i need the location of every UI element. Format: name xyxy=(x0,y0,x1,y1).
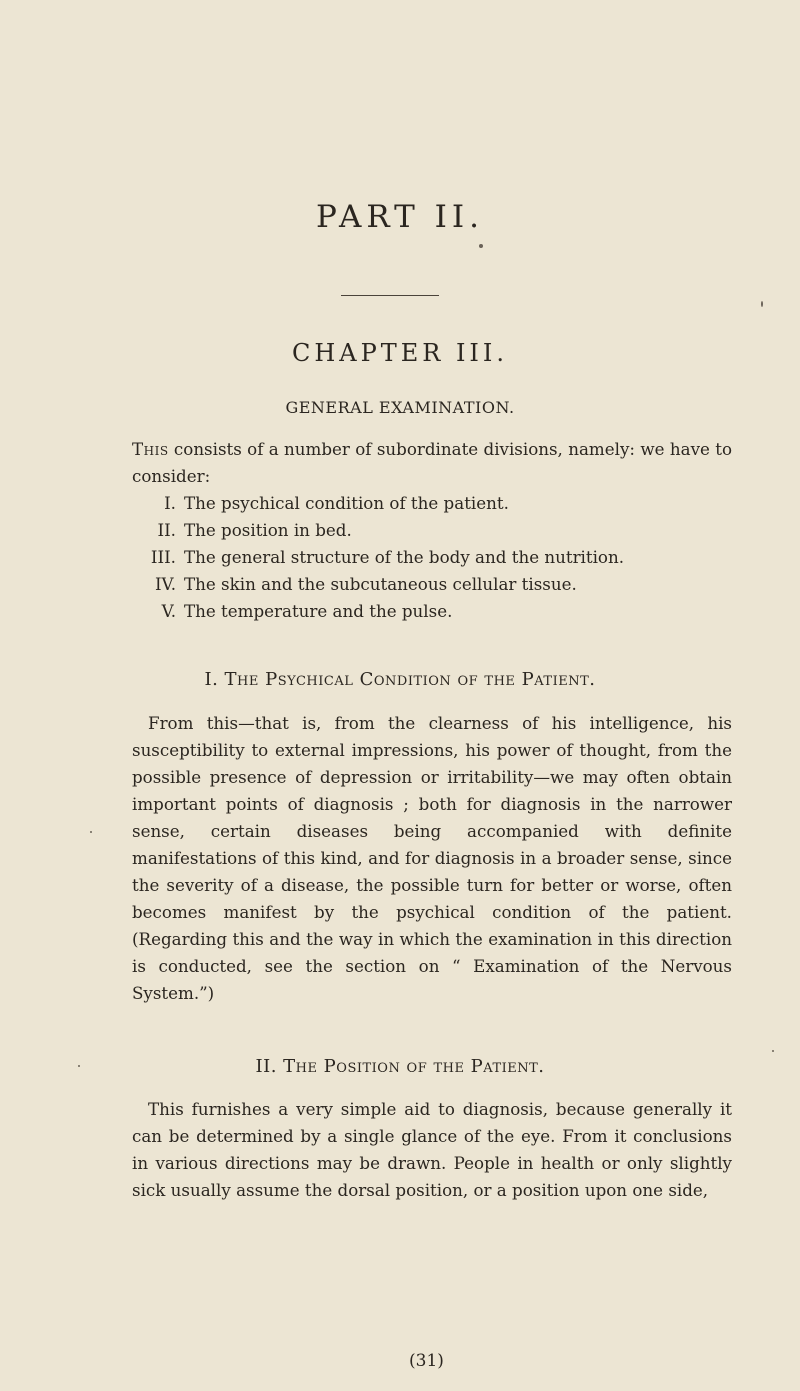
list-text: The position in bed. xyxy=(184,520,352,540)
list-text: The general structure of the body and the nutrition. xyxy=(184,547,625,567)
print-speck xyxy=(479,244,483,248)
list-numeral: I. xyxy=(164,493,176,513)
examination-divisions-list xyxy=(132,490,732,625)
intro-text: consists of a number of subordinate divisions, namely: we have to consider: xyxy=(132,439,732,486)
list-item xyxy=(132,544,732,571)
list-text: The skin and the subcutaneous cellular tissue. xyxy=(184,574,577,594)
list-numeral: IV. xyxy=(154,574,176,594)
list-text: The psychical condition of the patient. xyxy=(184,493,509,513)
list-text: The temperature and the pulse. xyxy=(184,601,453,621)
list-item xyxy=(132,571,732,598)
page-number: (31) xyxy=(409,1351,444,1371)
list-item xyxy=(132,490,732,517)
chapter-title: CHAPTER III. xyxy=(291,339,509,367)
psychical-condition-paragraph: From this—that is, from the clearness of his intelligence, his susceptibility to external impressions, his power of thought, from the possible presence of depression or irritability—we may often obtain important points of diagnosis ; both for diagnosis in the narrower sense, certain diseases being accompanied with definite manifestations of this kind, and for diagnosis in a broader sense, since the severity of a disease, the possible turn for better or worse, often becomes manifest by the psychical condition of the patient. (Regarding this and the way in which the examination in this direction is conducted, see the section on “ Examination of the Nervous System.”) xyxy=(132,713,732,1003)
title-divider xyxy=(341,295,439,296)
print-speck xyxy=(761,301,763,307)
print-speck xyxy=(772,1050,774,1052)
list-numeral: III. xyxy=(150,547,176,567)
list-numeral: V. xyxy=(161,601,176,621)
position-paragraph: This furnishes a very simple aid to diagnosis, because generally it can be determined by a single glance of the eye. From it conclusions in various directions may be drawn. People in health or only slightly sick usually assume the dorsal position, or a position upon one side, xyxy=(132,1099,732,1200)
print-speck xyxy=(90,831,92,833)
section-heading-psychical-condition: I. The Psychical Condition of the Patient. xyxy=(204,669,596,690)
section-title: GENERAL EXAMINATION. xyxy=(285,398,515,417)
list-item xyxy=(132,598,732,625)
intro-paragraph xyxy=(132,436,732,490)
print-speck xyxy=(78,1065,80,1067)
part-title: PART II. xyxy=(315,199,485,235)
section-heading-position: II. The Position of the Patient. xyxy=(255,1056,545,1077)
intro-lead-word: This xyxy=(132,439,169,459)
list-numeral: II. xyxy=(157,520,176,540)
list-item xyxy=(132,517,732,544)
